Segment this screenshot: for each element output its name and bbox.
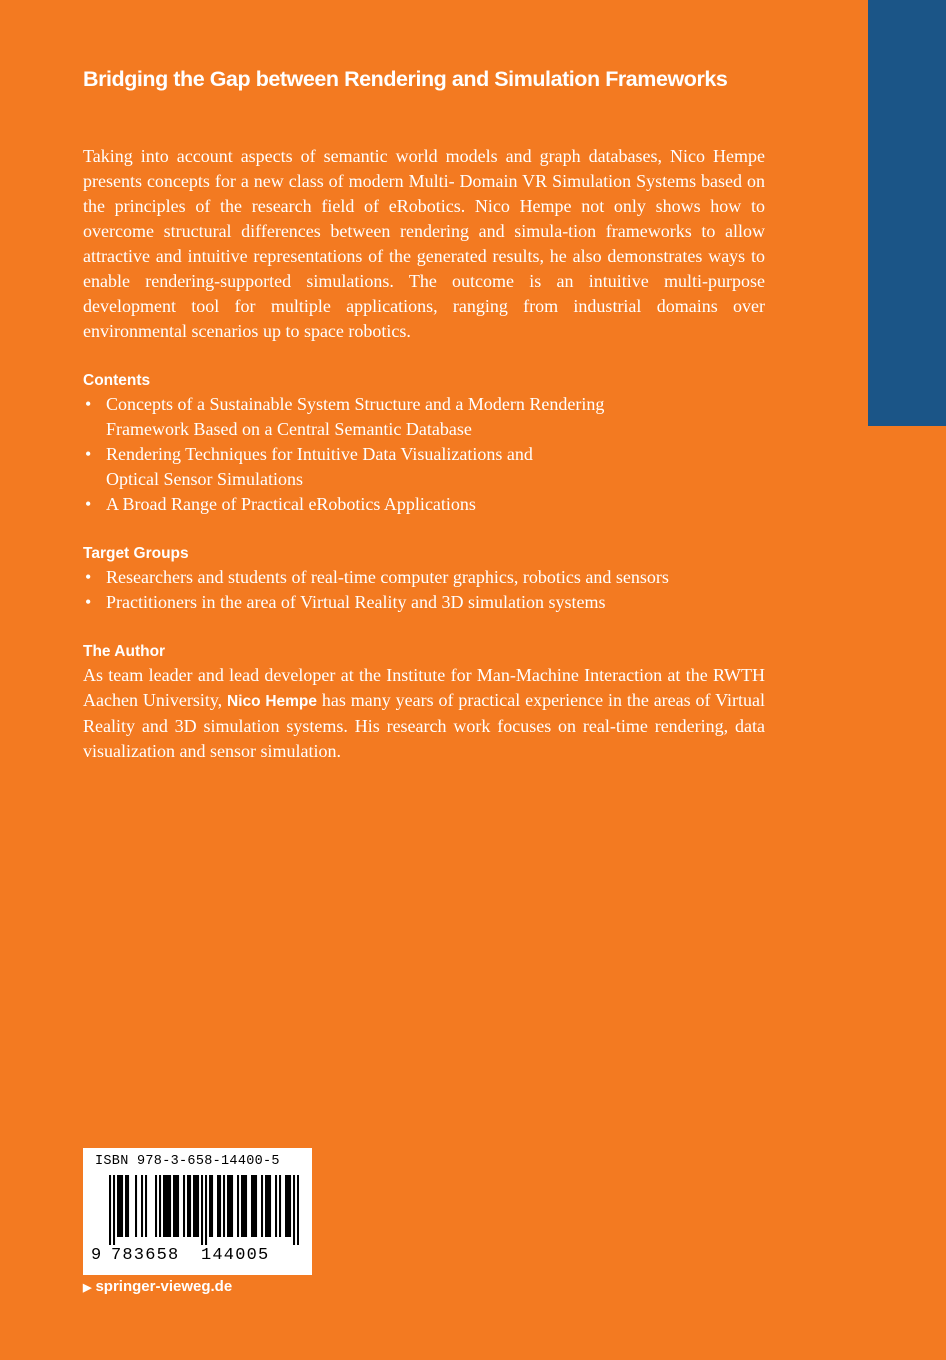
barcode-bar [167, 1175, 169, 1237]
ean-left-group: 783658 [111, 1246, 180, 1265]
barcode-bar [253, 1175, 255, 1237]
barcode-bar [109, 1175, 111, 1245]
barcode-bar [113, 1175, 115, 1245]
barcode-bar [279, 1175, 281, 1237]
barcode-bar [245, 1175, 247, 1237]
barcode-bar [293, 1175, 295, 1245]
barcode-bar [187, 1175, 189, 1237]
barcode-bar [267, 1175, 269, 1237]
target-group-item: • Researchers and students of real-time computer graphics, robotics and sensors [83, 565, 765, 590]
author-bio [83, 663, 765, 764]
barcode-bar [261, 1175, 263, 1237]
barcode-bar [163, 1175, 165, 1237]
author-name: Nico Hempe [227, 693, 317, 710]
barcode-bar [217, 1175, 219, 1237]
barcode-bar [201, 1175, 203, 1245]
contents-item: • Rendering Techniques for Intuitive Data Visualizations and Optical Sensor Simulations [83, 442, 566, 492]
barcode-bars [109, 1175, 299, 1245]
barcode-bar [183, 1175, 185, 1237]
barcode-bar [195, 1175, 197, 1237]
book-description: Taking into account aspects of semantic world models and graph databases, Nico Hempe presents concepts for a new class of modern Multi- Domain VR Simulation Systems based on the principles of the research field of eRobotics. Nico Hempe not only shows how to overcome structural differences between rendering and simula-tion frameworks to allow attractive and intuitive representations of the generated results, he also demonstrates ways to enable rendering-supported simulations. The outcome is an intuitive multi-purpose development tool for multiple applications, ranging from industrial domains over environmental scenarios up to space robotics. [83, 146, 765, 341]
target-groups-heading: Target Groups [83, 545, 189, 562]
barcode-bar [237, 1175, 239, 1237]
target-groups-list [83, 565, 765, 615]
ean-first-digit: 9 [91, 1246, 103, 1265]
barcode-bar [173, 1175, 175, 1237]
barcode-bar [269, 1175, 271, 1237]
barcode-bar [285, 1175, 287, 1237]
ean-right-group: 144005 [201, 1246, 270, 1265]
barcode-bar [197, 1175, 199, 1237]
barcode-bar [193, 1175, 195, 1237]
isbn-label: ISBN 978-3-658-14400-5 [95, 1154, 280, 1169]
author-heading: The Author [83, 643, 166, 660]
contents-list [83, 392, 765, 517]
back-cover-content [83, 62, 765, 764]
barcode-bar [159, 1175, 161, 1237]
barcode-bar [125, 1175, 127, 1237]
contents-item: • Concepts of a Sustainable System Structure and a Modern Rendering Framework Based on a Central Semantic Database [83, 392, 681, 442]
barcode-bar [165, 1175, 167, 1237]
barcode-bar [241, 1175, 243, 1237]
author-bio-text-end: has many years of practical experience in the areas of Virtual Reality and 3D simulation systems. His research work focuses on real-time rendering, data visualization and sensor simulation. [83, 690, 765, 761]
barcode-bar [289, 1175, 291, 1237]
barcode-bar [223, 1175, 225, 1237]
barcode-bar [175, 1175, 177, 1237]
barcode-bar [205, 1175, 207, 1245]
barcode-bar [119, 1175, 121, 1237]
barcode-bar [227, 1175, 229, 1237]
barcode-bar [117, 1175, 119, 1237]
target-group-item: • Practitioners in the area of Virtual Reality and 3D simulation systems [83, 590, 765, 615]
barcode-bar [255, 1175, 257, 1237]
barcode-bar [177, 1175, 179, 1237]
author-bio-text-start: As team leader and lead developer at the Institute for Man-Machine Interaction at the RWTH Aachen University, [83, 665, 765, 710]
barcode-bar [243, 1175, 245, 1237]
contents-heading: Contents [83, 372, 151, 389]
barcode-bar [145, 1175, 147, 1237]
publisher-website[interactable] [83, 1278, 232, 1295]
barcode-bar [265, 1175, 267, 1237]
barcode-bar [169, 1175, 171, 1237]
barcode-bar [287, 1175, 289, 1237]
blue-accent-band [868, 0, 946, 426]
barcode-bar [231, 1175, 233, 1237]
barcode-bar [155, 1175, 157, 1237]
book-title: Bridging the Gap between Rendering and Simulation Frameworks [83, 67, 728, 91]
barcode-bar [251, 1175, 253, 1237]
triangle-right-icon: ▶ [83, 1282, 92, 1294]
barcode-bar [189, 1175, 191, 1237]
barcode-bar [209, 1175, 211, 1237]
website-text: springer-vieweg.de [95, 1278, 233, 1295]
barcode-bar [141, 1175, 143, 1237]
isbn-barcode [83, 1148, 312, 1275]
barcode-bar [219, 1175, 221, 1237]
barcode-bar [229, 1175, 231, 1237]
barcode-bar [275, 1175, 277, 1237]
barcode-bar [121, 1175, 123, 1237]
barcode-bar [211, 1175, 213, 1237]
contents-item: • A Broad Range of Practical eRobotics Applications [83, 492, 765, 517]
barcode-bar [127, 1175, 129, 1237]
barcode-bar [135, 1175, 137, 1237]
barcode-bar [297, 1175, 299, 1245]
